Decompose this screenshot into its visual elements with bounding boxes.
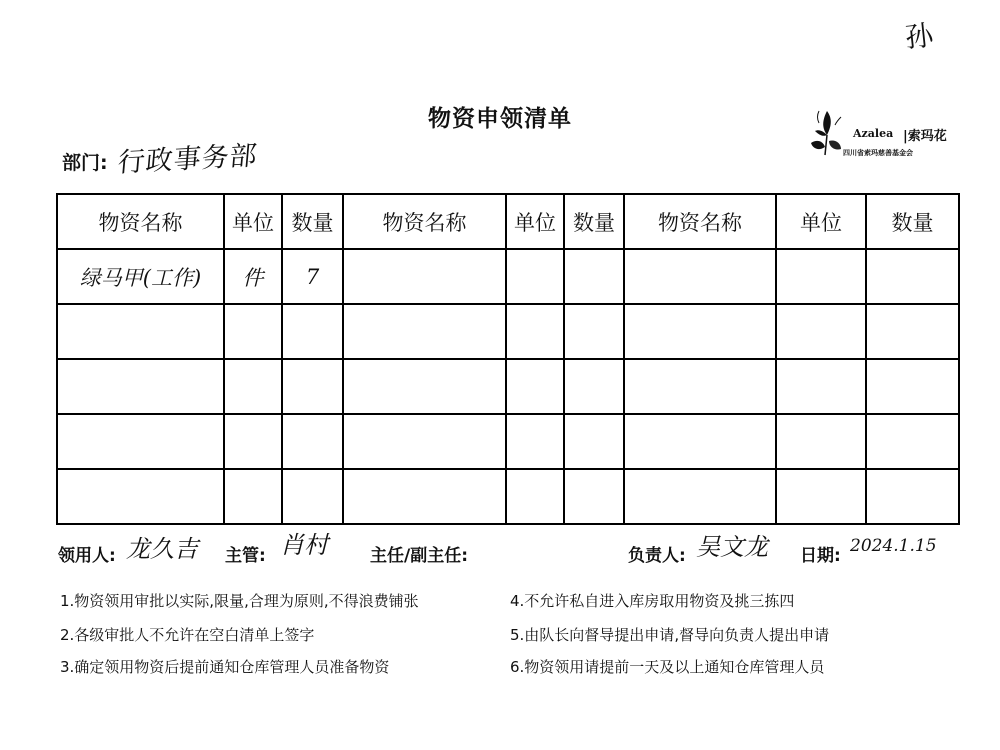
table-cell — [776, 304, 866, 359]
table-cell — [776, 249, 866, 304]
recipient-signature: 龙久吉 — [126, 535, 198, 563]
recipient-label: 领用人: — [58, 546, 116, 566]
director-label: 主任/副主任: — [370, 546, 469, 566]
logo-name-en: Azalea — [853, 127, 894, 140]
azalea-logo — [805, 105, 955, 165]
table-cell — [866, 359, 959, 414]
table-cell: 件 — [224, 249, 282, 304]
requisition-table — [56, 193, 960, 525]
table-cell — [343, 304, 506, 359]
table-cell — [564, 414, 624, 469]
logo-subtitle: 四川省索玛慈善基金会 — [843, 149, 913, 157]
table-cell — [506, 249, 564, 304]
table-cell — [506, 469, 564, 524]
table-cell — [224, 469, 282, 524]
header-quantity: 数量 — [866, 194, 959, 249]
header-quantity: 数量 — [282, 194, 343, 249]
table-cell — [57, 359, 224, 414]
table-cell — [343, 249, 506, 304]
signature-line — [58, 523, 958, 573]
header-quantity: 数量 — [564, 194, 624, 249]
table-cell — [624, 414, 776, 469]
rule-item: 1.物资领用审批以实际,限量,合理为原则,不得浪费铺张 — [60, 592, 419, 610]
table-cell — [282, 469, 343, 524]
table-cell — [624, 359, 776, 414]
supervisor-signature: 肖村 — [280, 531, 328, 559]
department-label: 部门: — [62, 152, 108, 174]
table-cell — [624, 304, 776, 359]
table-row — [57, 249, 959, 304]
table-row — [57, 359, 959, 414]
header-unit: 单位 — [776, 194, 866, 249]
table-cell — [564, 359, 624, 414]
table-cell — [564, 304, 624, 359]
handwritten-corner-mark: 孙 — [903, 18, 935, 55]
table-cell — [57, 414, 224, 469]
table-row — [57, 414, 959, 469]
table-cell — [564, 249, 624, 304]
table-cell: 绿马甲(工作) — [57, 249, 224, 304]
supervisor-label: 主管: — [225, 546, 266, 566]
logo-name-cn: |索玛花 — [903, 129, 947, 144]
form-title: 物资申领清单 — [428, 106, 572, 132]
table-cell — [776, 359, 866, 414]
table-cell — [224, 414, 282, 469]
table-cell — [866, 414, 959, 469]
table-cell — [866, 304, 959, 359]
rule-item: 5.由队长向督导提出申请,督导向负责人提出申请 — [510, 626, 830, 644]
table-cell — [224, 359, 282, 414]
table-header-row — [57, 194, 959, 249]
table-cell — [624, 469, 776, 524]
rule-item: 4.不允许私自进入库房取用物资及挑三拣四 — [510, 592, 795, 610]
date-label: 日期: — [800, 546, 841, 566]
table-cell — [57, 304, 224, 359]
table-cell — [282, 359, 343, 414]
responsible-label: 负责人: — [628, 546, 686, 566]
table-cell — [224, 304, 282, 359]
rule-item: 3.确定领用物资后提前通知仓库管理人员准备物资 — [60, 658, 390, 676]
table-row — [57, 304, 959, 359]
table-cell — [57, 469, 224, 524]
rule-item: 6.物资领用请提前一天及以上通知仓库管理人员 — [510, 658, 825, 676]
responsible-signature: 吴文龙 — [696, 533, 768, 561]
rule-item: 2.各级审批人不允许在空白清单上签字 — [60, 626, 315, 644]
table-cell — [866, 469, 959, 524]
department-value: 行政事务部 — [116, 140, 260, 179]
table-cell — [624, 249, 776, 304]
table-cell — [776, 414, 866, 469]
table-cell — [282, 414, 343, 469]
date-value: 2024.1.15 — [850, 536, 937, 556]
header-unit: 单位 — [506, 194, 564, 249]
table-cell — [564, 469, 624, 524]
header-item-name: 物资名称 — [57, 194, 224, 249]
header-unit: 单位 — [224, 194, 282, 249]
table-cell — [282, 304, 343, 359]
header-item-name: 物资名称 — [624, 194, 776, 249]
table-cell — [776, 469, 866, 524]
table-cell — [506, 359, 564, 414]
table-cell — [506, 304, 564, 359]
table-cell — [343, 469, 506, 524]
header-item-name: 物资名称 — [343, 194, 506, 249]
table-cell — [866, 249, 959, 304]
table-cell — [506, 414, 564, 469]
table-cell — [343, 414, 506, 469]
table-row — [57, 469, 959, 524]
table-cell — [343, 359, 506, 414]
table-cell: 7 — [282, 249, 343, 304]
